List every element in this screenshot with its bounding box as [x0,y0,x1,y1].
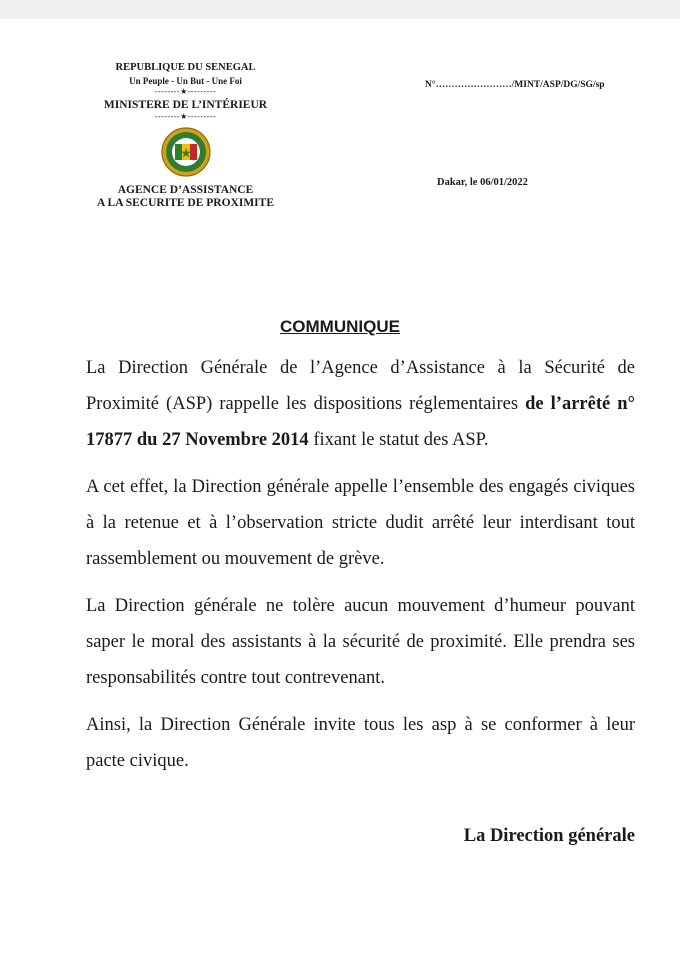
reference-number: N°……………………/MINT/ASP/DG/SG/sp [425,80,605,90]
national-motto: Un Peuple - Un But - Une Foi [129,75,242,86]
top-status-bar [0,0,680,19]
paragraph-3: La Direction générale ne tolère aucun mouvement d’humeur pouvant saper le moral des assistants à la sécurité de proximité. Elle prendra ses responsabilités contre tout contrevenant. [86,596,635,688]
asp-emblem-icon [160,126,212,178]
decree-reference: de l’arrêté n° 17877 du 27 Novembre 2014 [86,394,635,450]
signature: La Direction générale [463,826,635,846]
republic-name: REPUBLIQUE DU SENEGAL [115,62,256,73]
communique-body [86,350,635,779]
letterhead [78,62,293,210]
separator-1: --------★--------- [154,87,217,96]
ministry-name: MINISTERE DE L’INTÉRIEUR [103,99,268,111]
paragraph-1 [86,350,635,458]
document-title: COMMUNIQUE [280,317,400,336]
agency-name [78,184,293,210]
agency-name-line2: A LA SECURITE DE PROXIMITE [96,196,274,209]
paragraph-1-text-b: fixant le statut des ASP. [308,430,489,450]
paragraph-2: A cet effet, la Direction générale appelle l’ensemble des engagés civiques à la retenue et à l’observation stricte dudit arrêté leur interdisant tout rassemblement ou mouvement de grève. [86,477,635,569]
separator-2: --------★--------- [154,111,217,121]
document-date: Dakar, le 06/01/2022 [437,177,528,188]
agency-name-line1: AGENCE D’ASSISTANCE [117,183,254,196]
paragraph-1-text-a: La Direction Générale de l’Agence d’Assistance à la Sécurité de Proximité (ASP) rappelle les dispositions réglementaires [86,358,635,414]
paragraph-4: Ainsi, la Direction Générale invite tous les asp à se conformer à leur pacte civique. [86,715,635,771]
